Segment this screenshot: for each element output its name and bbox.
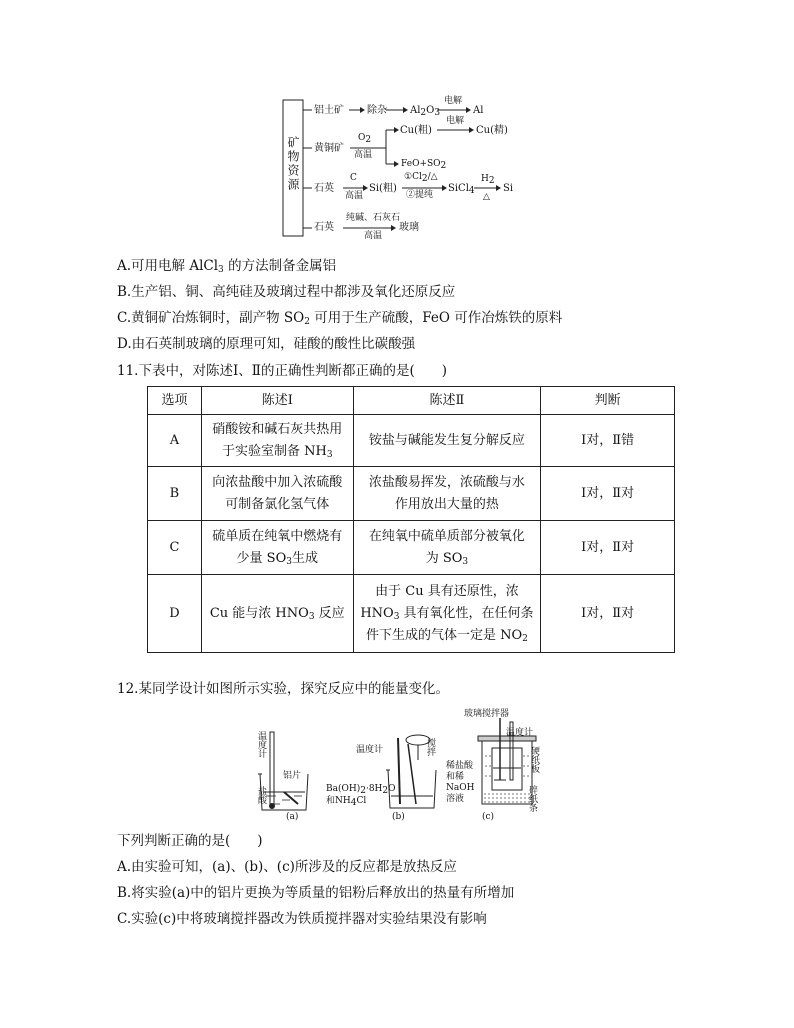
row-option: D — [148, 575, 202, 653]
row3-cond-bottom: 高温 — [345, 191, 364, 201]
row-statement-1: 硝酸铵和碱石灰共热用 于实验室制备 $NH_3$ — [201, 415, 353, 467]
row1-start: 铝土矿 — [314, 105, 344, 116]
row-judgement: Ⅰ对，Ⅱ对 — [541, 467, 675, 521]
row-statement-2: 由于 Cu 具有还原性，浓 $HNO_3$ 具有氧化性，在任何条 件下生成的气体一定是 $NO_2$ — [353, 575, 541, 653]
figure-a-caption: (a) — [286, 812, 299, 822]
row-option: A — [148, 415, 202, 467]
row3-mid: Si(粗) — [369, 183, 397, 194]
table-row — [148, 521, 675, 575]
q12-option-c: C.实验(c)中将玻璃搅拌器改为铁质搅拌器对实验结果没有影响 — [117, 911, 487, 927]
row4-final: 玻璃 — [399, 222, 419, 233]
q12-prompt: 下列判断正确的是( ) — [117, 833, 263, 849]
q12-option-b: B.将实验(a)中的铝片更换为等质量的铝粉后释放出的热量有所增加 — [117, 885, 515, 901]
header-option: 选项 — [148, 387, 202, 415]
row-judgement: Ⅰ对，Ⅱ对 — [541, 521, 675, 575]
row3-cond3-top: $H_2$ — [481, 174, 495, 186]
figure-a-aluminium-label: 铝片 — [283, 771, 302, 781]
row-judgement: Ⅰ对，Ⅱ错 — [541, 415, 675, 467]
table-row — [148, 415, 675, 467]
q11-stem: 11.下表中，对陈述Ⅰ、Ⅱ的正确性判断都正确的是( ) — [117, 363, 448, 379]
row3-final: Si — [503, 183, 514, 194]
row-statement-2: 铵盐与碱能发生复分解反应 — [353, 415, 541, 467]
row3-cond2-top: $①Cl_2/\triangle$ — [404, 172, 438, 184]
table-row — [148, 575, 675, 653]
figure-c-paper-label: 碎纸条 — [527, 785, 537, 812]
row3-cond-top: C — [350, 173, 357, 183]
figure-c-acid-1: 稀盐酸 — [446, 761, 474, 771]
row2-branch1-final: Cu(精) — [476, 125, 508, 136]
figure-b-reagent-1: $Ba(OH)_2\cdot 8H_2O$ — [326, 784, 396, 796]
row-option: C — [148, 521, 202, 575]
row2-cond-top: $O_2$ — [358, 133, 372, 145]
row2-branch2: $FeO+SO_2$ — [401, 159, 447, 171]
row1-final: Al — [473, 105, 484, 116]
figure-c-board-label: 硬纸板 — [529, 746, 539, 773]
q10-option-a: A.可用电解 AlCl$_3$ 的方法制备金属铝 — [117, 258, 337, 275]
figure-b-reagent-2: 和$NH_4Cl$ — [326, 796, 367, 808]
figure-c-acid-2: 和稀 — [446, 772, 465, 782]
header-statement-2: 陈述Ⅱ — [353, 387, 541, 415]
row3-cond3-bottom: △ — [483, 192, 490, 202]
figure-c-stirrer-label: 玻璃搅拌器 — [464, 709, 510, 719]
q11-table — [147, 386, 675, 653]
row1-product: $Al_2O_3$ — [410, 105, 441, 118]
q12-option-a: A.由实验可知，(a)、(b)、(c)所涉及的反应都是放热反应 — [117, 859, 457, 875]
row4-cond-bottom: 高温 — [364, 231, 383, 241]
table-row — [148, 467, 675, 521]
row4-start: 石英 — [314, 222, 334, 233]
q12-stem: 12.某同学设计如图所示实验，探究反应中的能量变化。 — [117, 681, 449, 697]
row2-cond-bottom: 高温 — [354, 150, 373, 160]
row-judgement: Ⅰ对，Ⅱ对 — [541, 575, 675, 653]
q10-option-c: C.黄铜矿冶炼铜时，副产物 $SO_2$ 可用于生产硫酸，FeO 可作冶炼铁的原料 — [117, 310, 563, 327]
figure-a-thermometer-label: 温度计 — [256, 731, 266, 758]
row3-cond2-bottom: ②提纯 — [406, 190, 434, 200]
row-option: B — [148, 467, 202, 521]
row-statement-1: 硫单质在纯氧中燃烧有 少量 $SO_3$生成 — [201, 521, 353, 575]
row-statement-2: 浓盐酸易挥发，浓硫酸与水 作用放出大量的热 — [353, 467, 541, 521]
row1-condition: 电解 — [444, 96, 463, 106]
header-statement-1: 陈述Ⅰ — [201, 387, 353, 415]
flowchart-side-label: 矿物资源 — [286, 136, 300, 192]
figure-a-acid-label: 盐酸 — [256, 786, 266, 804]
q10-option-b: B.生产铝、铜、高纯硅及玻璃过程中都涉及氧化还原反应 — [117, 284, 456, 300]
row3-mid2: SiCl$_4$ — [448, 183, 475, 196]
row1-step: 除杂 — [367, 105, 387, 116]
row-statement-1: Cu 能与浓 $HNO_3$ 反应 — [201, 575, 353, 653]
figure-c-acid-3: NaOH — [446, 783, 475, 793]
figure-b-stir-label: 搅拌 — [425, 738, 435, 756]
header-judgement: 判断 — [541, 387, 675, 415]
figure-b-thermometer-label: 温度计 — [356, 745, 384, 755]
row-statement-1: 向浓盐酸中加入浓硫酸 可制备氯化氢气体 — [201, 467, 353, 521]
figure-c-caption: (c) — [482, 812, 495, 822]
figure-c-thermometer-label: 温度计 — [506, 728, 534, 738]
row-statement-2: 在纯氧中硫单质部分被氧化 为 $SO_3$ — [353, 521, 541, 575]
row2-start: 黄铜矿 — [314, 143, 344, 154]
q10-option-d: D.由石英制玻璃的原理可知，硅酸的酸性比碳酸强 — [117, 336, 416, 352]
row3-start: 石英 — [314, 183, 334, 194]
row2-branch1: Cu(粗) — [400, 125, 432, 136]
row2-cond2: 电解 — [446, 116, 465, 126]
figure-c-acid-4: 溶液 — [446, 794, 465, 804]
table-header-row — [148, 387, 675, 415]
row4-cond-top: 纯碱、石灰石 — [346, 213, 401, 223]
figure-b-caption: (b) — [392, 812, 405, 822]
